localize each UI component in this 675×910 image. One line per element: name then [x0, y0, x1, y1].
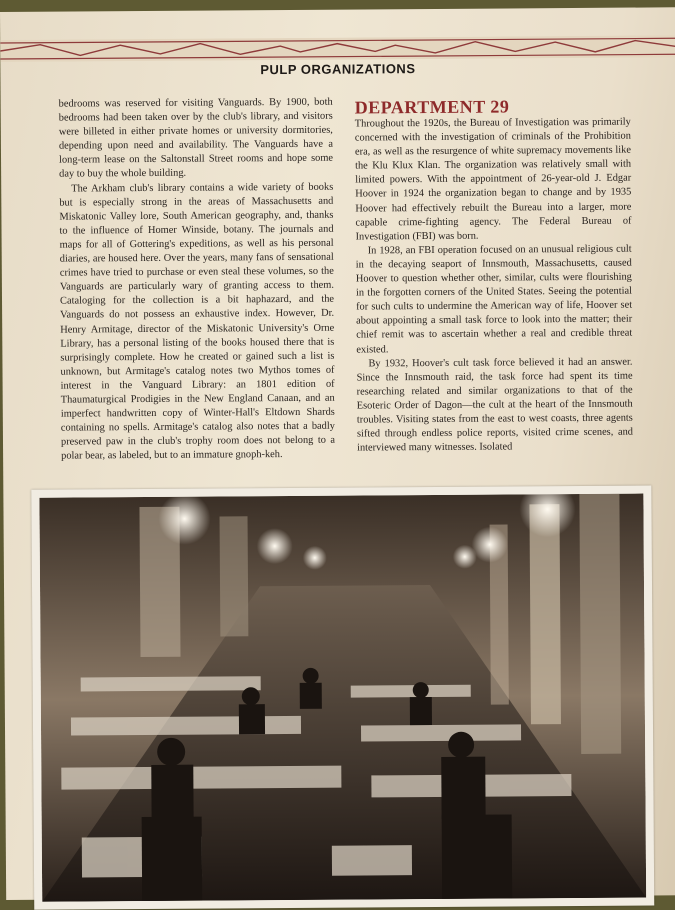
right-column [355, 116, 633, 456]
paragraph: The Arkham club's library contains a wide variety of books but is especially strong in the areas of Massachusetts and Miskatonic Valley lore, South American geography, and, thanks to the influence of Homer Winside, botany. The journals and maps for all of Gottering's expeditions, as well as his personal diaries, are housed here. Over the years, many fans of sensational crimes have tried to purchase or even steal these volumes, so the Vanguards are particularly wary of granting access to them. Cataloging for the collection is a bit haphazard, and the Vanguards do not possess an exhaustive index. However, Dr. Henry Armitage, director of the Miskatonic University's Orne Library, has a personal listing of the books housed there that is surprisingly complete. How he created or gained such a list is unknown, but Armitage's catalog notes two Mythos tomes of interest in the Vanguard Library: an 1801 edition of Thaumaturgical Prodigies in the New England Canaan, and an imperfect handwritten copy of Winter-Hall's Eltdown Shards containing no spells. Armitage's catalog also notes that a badly preserved paw in the club's trophy room does not belong to a polar bear, as labeled, but to an immature gnoph-keh. [59, 181, 336, 462]
paragraph: Throughout the 1920s, the Bureau of Investigation was primarily concerned with the investigation of criminals of the Prohibition era, as well as the resurgence of white supremacy movements like the Klu Klux Klan. The organization was relatively small with limited powers. With the appointment of 26-year-old J. Edgar Hoover in 1924 the organization began to change and by 1935 Hoover had effectively rebuilt the Bureau into a larger, more capable crime-fighting agency. The Federal Bureau of Investigation (FBI) was born. [354, 116, 632, 243]
decorative-header-band [0, 35, 675, 62]
left-column [59, 96, 336, 464]
page-header: PULP ORGANIZATIONS [260, 61, 416, 78]
paragraph: bedrooms was reserved for visiting Vanguards. By 1900, both bedrooms had been taken over by the club's library, and visitors were billeted in either private homes or university dormitories, depending upon need and availability. The Vanguards have a long-term lease on the Saltonstall Street rooms and hope some day to buy the whole building. [58, 96, 334, 181]
office-photograph [31, 485, 654, 909]
book-page [0, 7, 675, 900]
paragraph: By 1932, Hoover's cult task force believed it had an answer. Since the Innsmouth raid, the task force had spent its time researching related and similar organizations to that of the Esoteric Order of Dagon—the cult at the heart of the Innsmouth troubles. Visiting states from the east to west coasts, three agents sifted through endless police reports, visited crime scenes, and interviewed many witnesses. Isolated [356, 356, 633, 454]
paragraph: In 1928, an FBI operation focused on an unusual religious cult in the decaying seaport of Innsmouth, Massachusetts, caused Hoover to question whether other, similar, cults were flourishing in the forgotten corners of the United States. Seeing the potential for such cults to undermine the American way of life, Hoover set about appointing a small task force to look into the matter; their chief remit was to ascertain whether a real and credible threat existed. [355, 243, 633, 356]
office-photo-image [39, 494, 646, 902]
section-heading: DEPARTMENT 29 [354, 96, 510, 118]
